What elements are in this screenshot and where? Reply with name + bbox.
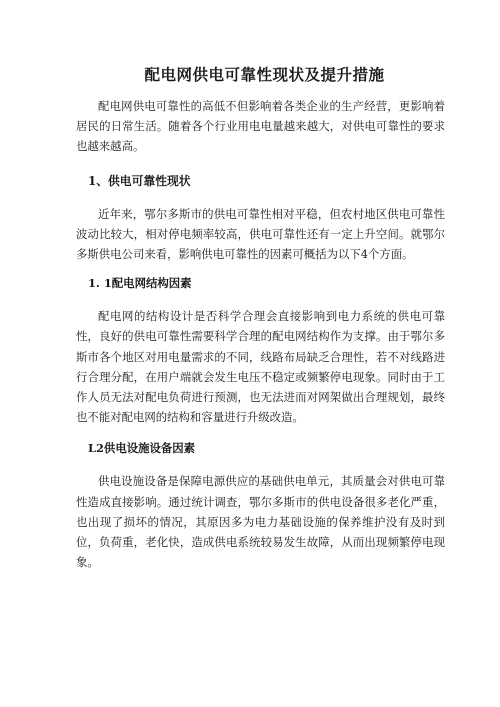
section-1-2-heading: L2供电设施设备因素	[88, 441, 196, 456]
section-1-2-paragraph: 供电设施设备是保障电源供应的基础供电单元，其质量会对供电可靠性造成直接影响。通过统计调查，鄂尔多斯市的供电设备很多老化严重，也出现了损坏的情况，其原因多为电力基础设施的保养维护没有及时到位，负荷重，老化快，造成供电系统较易发生故障，从而出现频繁停电现象。	[76, 474, 445, 570]
section-1-heading: 1、供电可靠性现状	[88, 173, 191, 188]
section-1-paragraph: 近年来，鄂尔多斯市的供电可靠性相对平稳，但农村地区供电可靠性波动比较大，相对停电频率较高，供电可靠性还有一定上升空间。就鄂尔多斯供电公司来看，影响供电可靠性的因素可概括为以下4个方面。	[76, 206, 445, 262]
section-1-1-heading: 1. 1配电网结构因素	[88, 276, 192, 291]
section-1-1-paragraph: 配电网的结构设计是否科学合理会直接影响到电力系统的供电可靠性，良好的供电可靠性需要科学合理的配电网结构作为支撑。由于鄂尔多斯市各个地区对用电量需求的不同，线路布局缺乏合理性，若不对线路进行合理分配，在用户端就会发生电压不稳定或频繁停电现象。同时由于工作人员无法对配电负荷进行预测，也无法进而对网架做出合理规划，最终也不能对配电网的结构和容量进行升级改造。	[76, 309, 445, 425]
document-title: 配电网供电可靠性现状及提升措施	[144, 65, 385, 84]
intro-paragraph: 配电网供电可靠性的高低不但影响着各类企业的生产经营，更影响着居民的日常生活。随着各个行业用电电量越来越大，对供电可靠性的要求也越来越高。	[76, 99, 445, 154]
